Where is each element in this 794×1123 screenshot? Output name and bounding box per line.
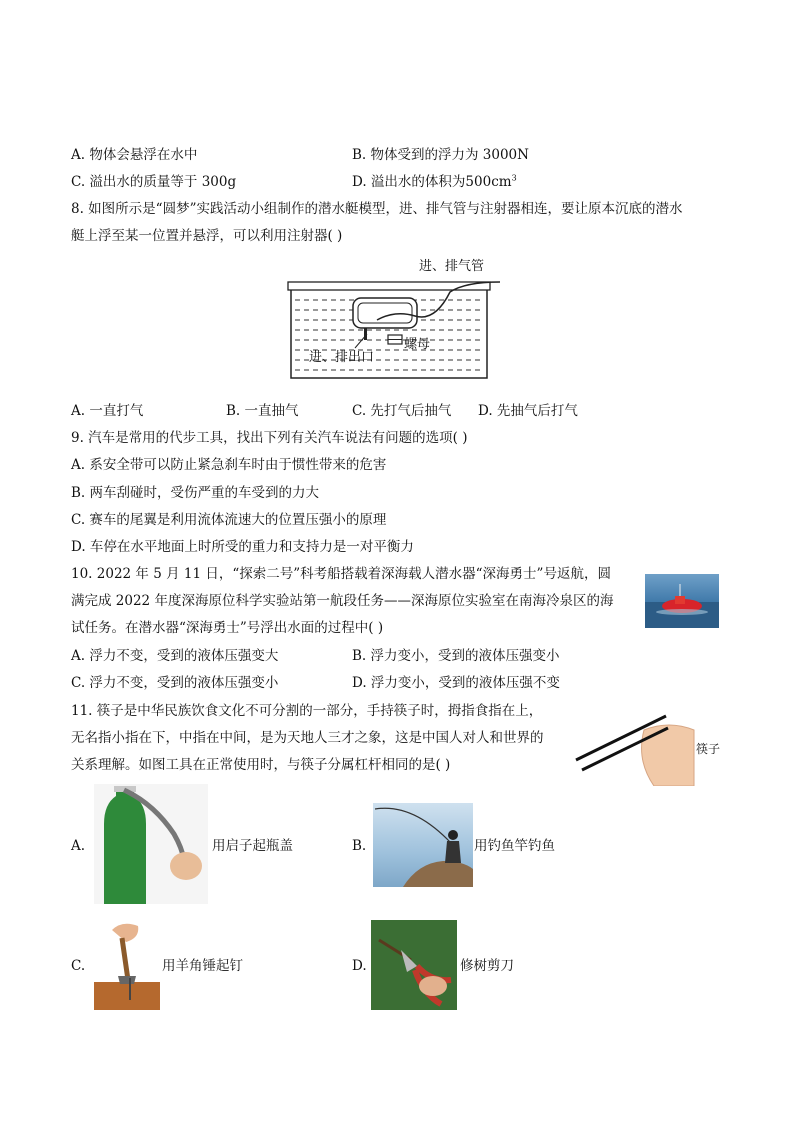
q9-option-b: B. 两车刮碰时，受伤严重的车受到的力大 (71, 485, 320, 501)
submarine-model-figure (285, 252, 515, 382)
q11-option-c-letter: C. (71, 958, 86, 974)
q11-stem-line3: 关系理解。如图工具在正常使用时，与筷子分属杠杆相同的是( ) (71, 757, 451, 773)
q10-option-c: C. 浮力不变，受到的液体压强变小 (71, 675, 279, 691)
submersible-photo (645, 574, 719, 628)
q8-stem-line1: 8. 如图所示是“圆梦”实践活动小组制作的潜水艇模型，进、排气管与注射器相连，要让原本沉底的潜水 (71, 201, 683, 217)
fishing-rod-photo (373, 803, 473, 887)
label-nut: 螺母 (404, 337, 431, 352)
q8-option-b: B. 一直抽气 (226, 403, 299, 419)
q11-option-d-caption: 修树剪刀 (460, 958, 514, 974)
q9-option-d: D. 车停在水平地面上时所受的重力和支持力是一对平衡力 (71, 539, 414, 555)
q11-option-b-letter: B. (352, 838, 367, 854)
q7-option-d: D. 溢出水的体积为$500cm^3$ (352, 173, 517, 190)
q11-stem-line1: 11. 筷子是中华民族饮食文化不可分割的一部分，手持筷子时，拇指食指在上， (71, 703, 543, 719)
label-intake-exhaust-pipe: 进、排气管 (419, 259, 485, 274)
q9-stem: 9. 汽车是常用的代步工具，找出下列有关汽车说法有问题的选项( ) (71, 430, 468, 446)
chopsticks-label: 筷子 (696, 742, 721, 756)
q11-stem-line2: 无名指小指在下，中指在中间，是为天地人三才之象，这是中国人对人和世界的 (71, 730, 544, 746)
pruning-shears-photo (371, 920, 457, 1010)
q10-option-d: D. 浮力变小，受到的液体压强不变 (352, 675, 560, 691)
q7-option-b: B. 物体受到的浮力为 3000N (352, 147, 529, 163)
chopsticks-figure (574, 710, 724, 786)
q10-stem-line3: 试任务。在潜水器“深海勇士”号浮出水面的过程中( ) (71, 620, 384, 636)
q11-option-c-caption: 用羊角锤起钉 (162, 958, 243, 974)
q10-stem-line1: 10. 2022 年 5 月 11 日，“探索二号”科考船搭载着深海载人潜水器“深海勇士”号返航，圆 (71, 566, 611, 582)
label-intake-exhaust-port: 进、排出口 (309, 350, 375, 365)
q10-stem-line2: 满完成 2022 年度深海原位科学实验站第一航段任务——深海原位实验室在南海冷泉区的海 (71, 593, 614, 609)
q8-option-c: C. 先打气后抽气 (352, 403, 452, 419)
q11-option-d-letter: D. (352, 958, 367, 974)
q8-option-a: A. 一直打气 (71, 403, 144, 419)
q9-option-c: C. 赛车的尾翼是利用流体流速大的位置压强小的原理 (71, 512, 387, 528)
q10-option-a: A. 浮力不变，受到的液体压强变大 (71, 648, 279, 664)
q10-option-b: B. 浮力变小，受到的液体压强变小 (352, 648, 560, 664)
claw-hammer-figure (94, 920, 160, 1010)
q7-option-a: A. 物体会悬浮在水中 (71, 147, 198, 163)
q8-option-d: D. 先抽气后打气 (478, 403, 578, 419)
q11-option-a-letter: A. (71, 838, 86, 854)
q11-option-a-caption: 用启子起瓶盖 (212, 838, 293, 854)
bottle-opener-photo (94, 784, 208, 904)
q7-option-c: C. 溢出水的质量等于 300g (71, 174, 237, 190)
q9-option-a: A. 系安全带可以防止紧急刹车时由于惯性带来的危害 (71, 457, 387, 473)
q11-option-b-caption: 用钓鱼竿钓鱼 (474, 838, 555, 854)
q8-stem-line2: 艇上浮至某一位置并悬浮，可以利用注射器( ) (71, 228, 343, 244)
